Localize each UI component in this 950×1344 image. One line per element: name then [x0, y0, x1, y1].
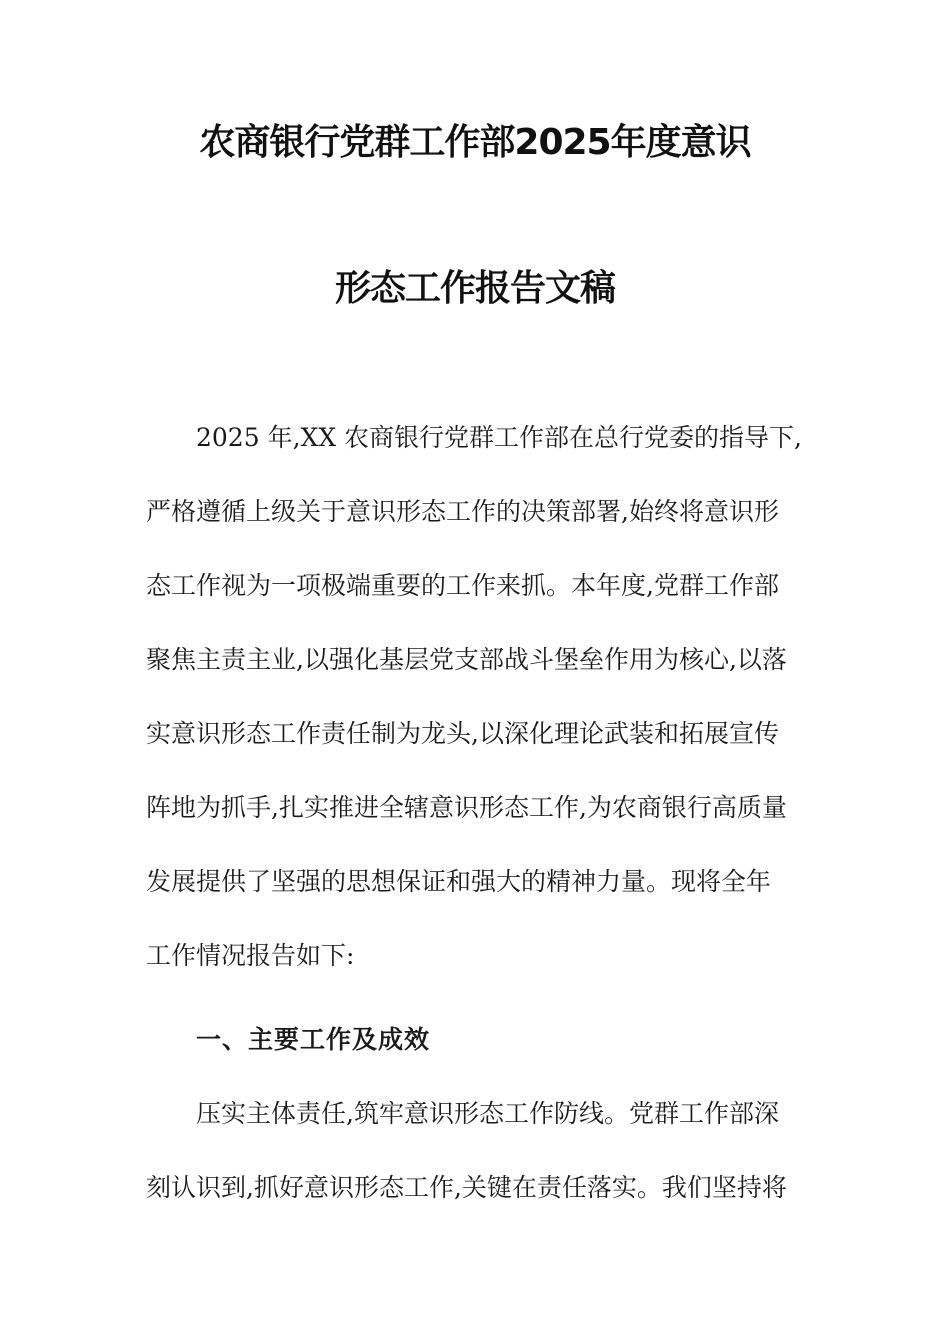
paragraph-line: 阵地为抓手,扎实推进全辖意识形态工作,为农商银行高质量: [146, 793, 787, 822]
paragraph-line: 2025 年,XX 农商银行党群工作部在总行党委的指导下,: [196, 423, 803, 452]
paragraph-line: 工作情况报告如下:: [146, 941, 355, 970]
paragraph-line: 聚焦主责主业,以强化基层党支部战斗堡垒作用为核心,以落: [146, 645, 787, 674]
paragraph-line: 刻认识到,抓好意识形态工作,关键在责任落实。我们坚持将: [146, 1173, 787, 1202]
document-title-line-2: 形态工作报告文稿: [334, 268, 615, 309]
document-title-line-1: 农商银行党群工作部2025年度意识: [199, 122, 751, 163]
section-heading: 一、主要工作及成效: [196, 1025, 431, 1054]
paragraph-line: 压实主体责任,筑牢意识形态工作防线。党群工作部深: [196, 1099, 779, 1128]
paragraph-line: 发展提供了坚强的思想保证和强大的精神力量。现将全年: [146, 867, 772, 896]
paragraph-line: 严格遵循上级关于意识形态工作的决策部署,始终将意识形: [146, 497, 779, 526]
paragraph-line: 实意识形态工作责任制为龙头,以深化理论武装和拓展宣传: [146, 719, 779, 748]
paragraph-line: 态工作视为一项极端重要的工作来抓。本年度,党群工作部: [146, 571, 779, 600]
